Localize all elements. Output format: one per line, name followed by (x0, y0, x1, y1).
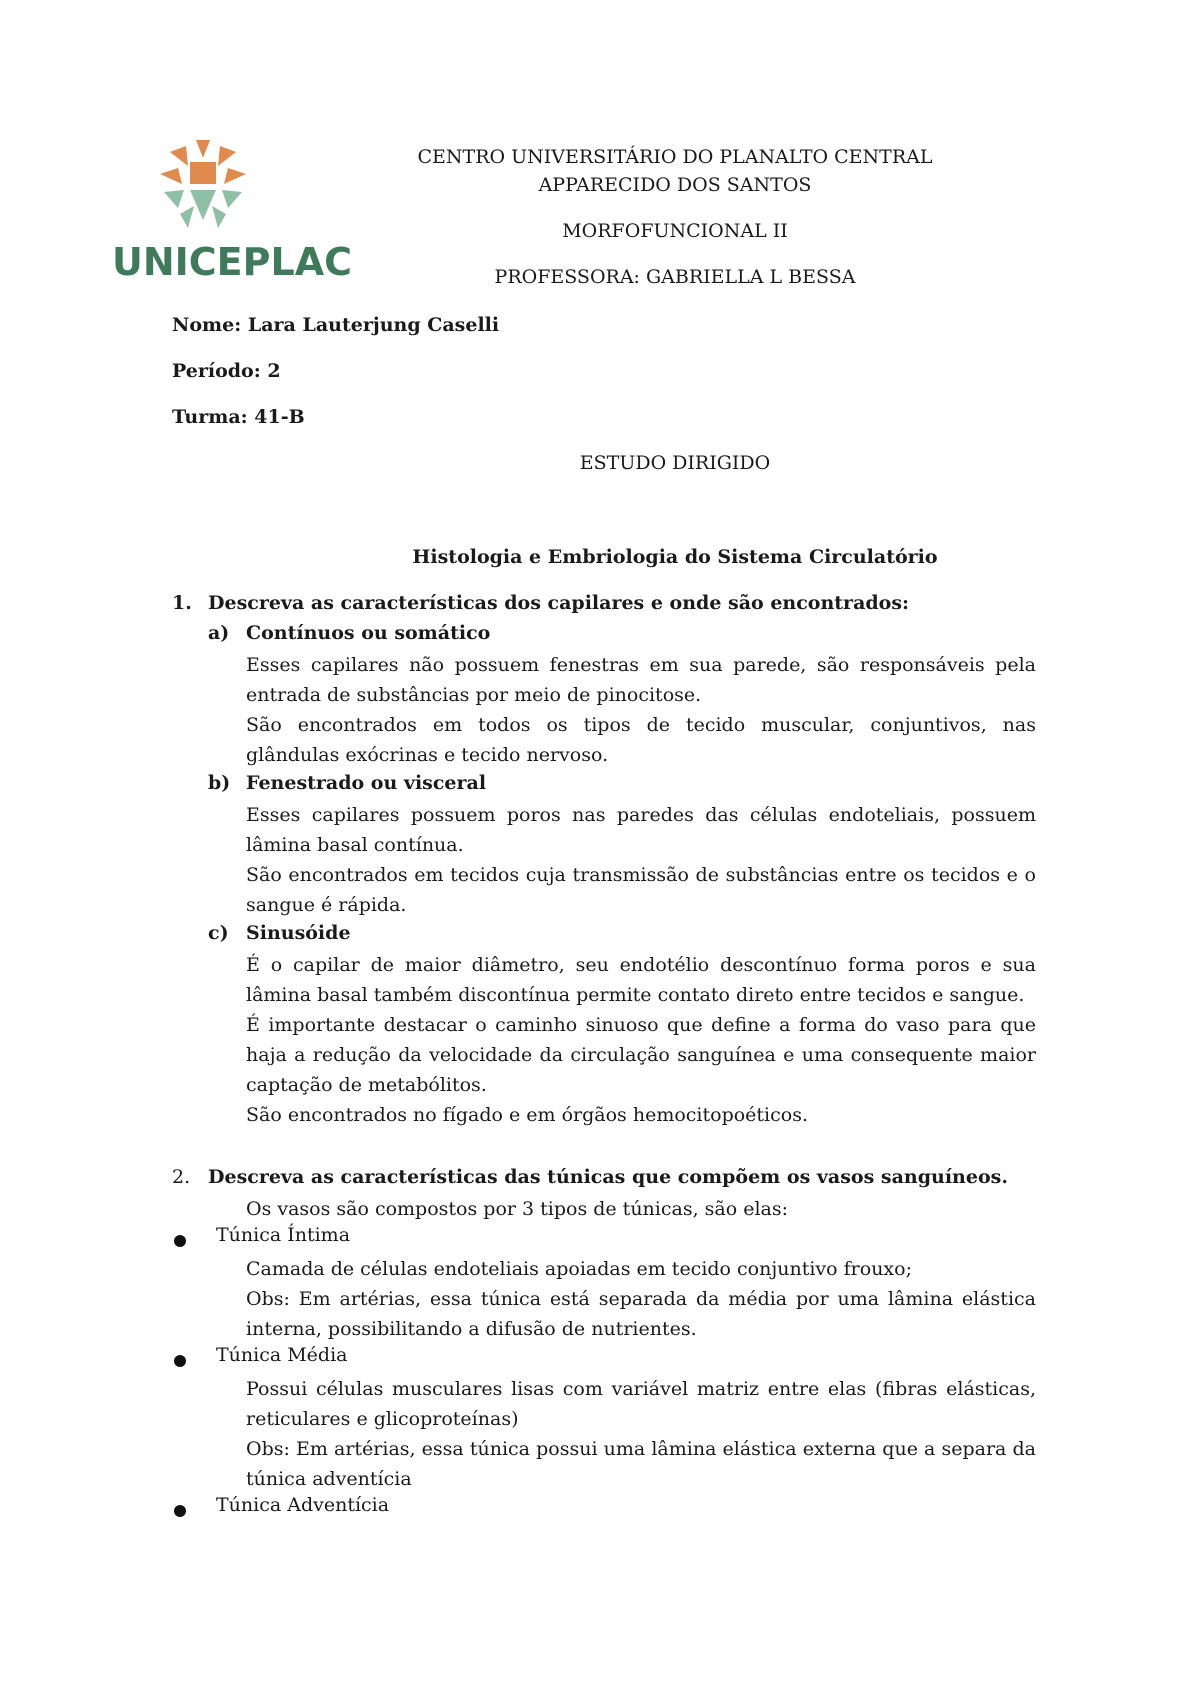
item-c-title: Sinusóide (246, 922, 351, 944)
item-c-paragraph-2: É importante destacar o caminho sinuoso que define a forma do vaso para que haja a redução da velocidade da circulação sanguínea e uma consequente maior captação de metabólitos. (246, 1014, 1036, 1096)
item-c-paragraph-1: É o capilar de maior diâmetro, seu endotélio descontínuo forma poros e sua lâmina basal também discontínua permite contato direto entre tecidos e sangue. (246, 954, 1036, 1006)
item-b-letter: b) (208, 772, 231, 794)
uniceplac-logo (112, 140, 353, 290)
logo-wordmark: UNICEPLAC (112, 240, 353, 284)
institution-line-2: APPARECIDO DOS SANTOS (538, 174, 812, 196)
course-name: MORFOFUNCIONAL II (562, 220, 788, 242)
item-c-letter: c) (208, 922, 229, 944)
professor-name: PROFESSORA: GABRIELLA L BESSA (494, 266, 856, 288)
bullet-icon (174, 1505, 186, 1517)
tunic-3-name: Túnica Adventícia (216, 1494, 390, 1516)
question-1-number: 1. (172, 592, 192, 614)
bullet-icon (174, 1355, 186, 1367)
question-2-text: Descreva as características das túnicas que compõem os vasos sanguíneos. (208, 1166, 1008, 1188)
item-a-title: Contínuos ou somático (246, 622, 491, 644)
bullet-icon (174, 1235, 186, 1247)
item-c-paragraph-3: São encontrados no fígado e em órgãos hemocitopoéticos. (246, 1104, 808, 1126)
tunic-2-name: Túnica Média (216, 1344, 348, 1366)
tunic-2-paragraph-1: Possui células musculares lisas com variável matriz entre elas (fibras elásticas, reticulares e glicoproteínas) (246, 1378, 1036, 1430)
item-b-title: Fenestrado ou visceral (246, 772, 487, 794)
tunic-2-paragraph-2: Obs: Em artérias, essa túnica possui uma lâmina elástica externa que a separa da túnica adventícia (246, 1438, 1036, 1490)
item-a-paragraph-1: Esses capilares não possuem fenestras em sua parede, são responsáveis pela entrada de substâncias por meio de pinocitose. (246, 654, 1036, 706)
item-a-paragraph-2: São encontrados em todos os tipos de tecido muscular, conjuntivos, nas glândulas exócrinas e tecido nervoso. (246, 714, 1036, 766)
item-b-paragraph-2: São encontrados em tecidos cuja transmissão de substâncias entre os tecidos e o sangue é rápida. (246, 864, 1036, 916)
document-subtitle: Histologia e Embriologia do Sistema Circulatório (412, 546, 938, 568)
logo-flower-icon (160, 140, 246, 232)
tunic-1-paragraph-2: Obs: Em artérias, essa túnica está separada da média por uma lâmina elástica interna, possibilitando a difusão de nutrientes. (246, 1288, 1036, 1340)
student-name: Nome: Lara Lauterjung Caselli (172, 314, 500, 336)
question-2-intro: Os vasos são compostos por 3 tipos de túnicas, são elas: (246, 1198, 789, 1220)
item-b-paragraph-1: Esses capilares possuem poros nas paredes das células endoteliais, possuem lâmina basal contínua. (246, 804, 1036, 856)
document-title: ESTUDO DIRIGIDO (579, 452, 771, 474)
student-period: Período: 2 (172, 360, 281, 382)
tunic-1-name: Túnica Íntima (216, 1224, 351, 1246)
student-class: Turma: 41-B (172, 406, 305, 428)
question-2-number: 2. (172, 1166, 191, 1188)
question-1-text: Descreva as características dos capilares e onde são encontrados: (208, 592, 910, 614)
item-a-letter: a) (208, 622, 230, 644)
institution-line-1: CENTRO UNIVERSITÁRIO DO PLANALTO CENTRAL (417, 146, 933, 168)
tunic-1-paragraph-1: Camada de células endoteliais apoiadas em tecido conjuntivo frouxo; (246, 1258, 912, 1280)
